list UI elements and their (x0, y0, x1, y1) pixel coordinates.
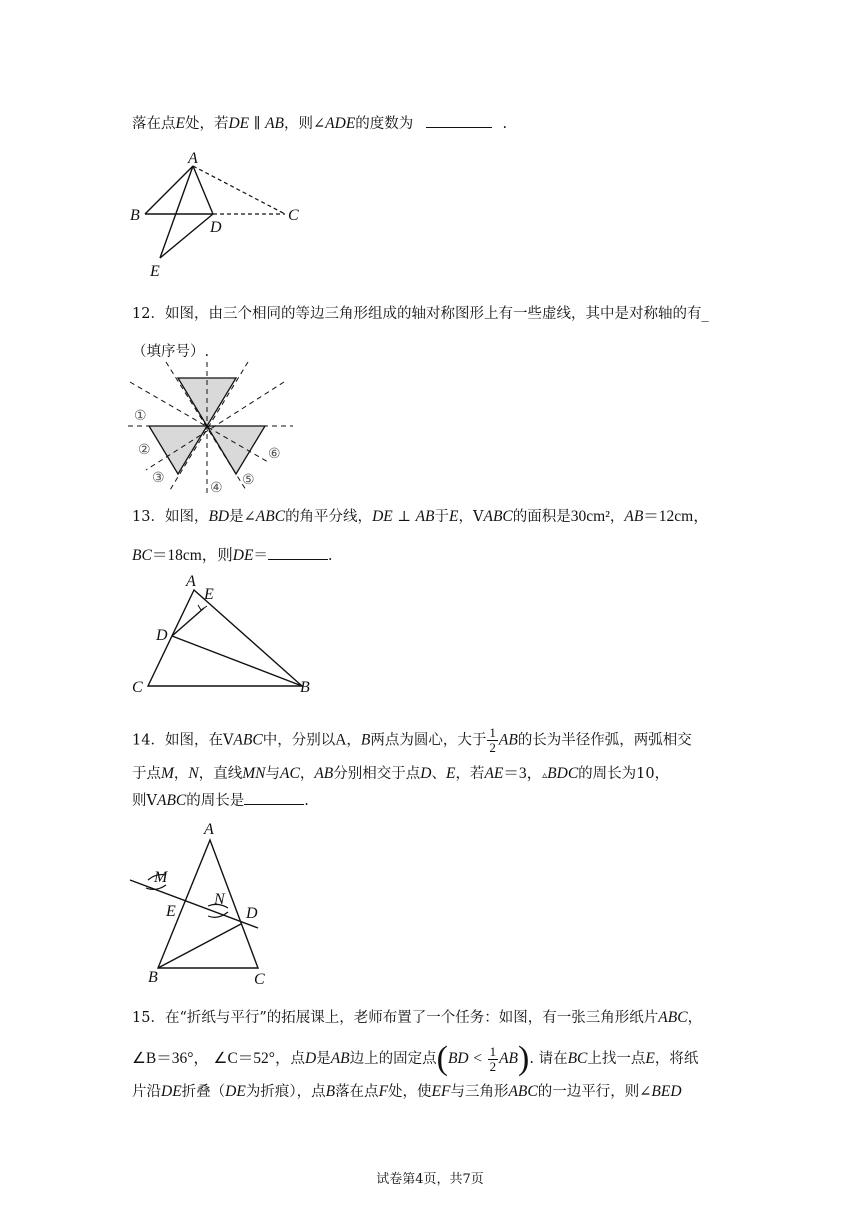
label-E: E (204, 586, 214, 603)
math: DE (232, 547, 254, 564)
text: 的度数为 (355, 116, 414, 132)
label-C: C (254, 971, 265, 988)
parallel-symbol: ∥ (253, 116, 261, 132)
math: E (175, 115, 185, 132)
math: ＝3， (503, 765, 543, 782)
q14-line2 (132, 764, 669, 786)
math: ABC (156, 792, 187, 809)
math: BDC (547, 765, 579, 782)
text: ， (346, 732, 361, 749)
text: 折叠（ (181, 1084, 226, 1100)
math: 30cm² (570, 508, 610, 525)
math: DE (372, 508, 393, 525)
text: . 请在 (529, 1051, 568, 1067)
text: ＝ (253, 548, 268, 564)
text: 是 (316, 1051, 331, 1067)
math: AB (498, 731, 518, 749)
paren-right: ) (518, 1040, 530, 1077)
text: 点 (290, 1051, 305, 1067)
label-N: N (214, 891, 225, 908)
text: 落在点 (132, 116, 176, 132)
text: 15．在“折纸与平行”的拓展课上，老师布置了一个任务：如图，有一张三角形纸片 (132, 1010, 659, 1026)
text: 于点 (132, 766, 161, 782)
math: BED (651, 1083, 682, 1100)
label-A: A (186, 573, 196, 590)
math: ＝18cm，则 (151, 547, 233, 564)
text: 的长为半径作弧，两弧相交 (517, 732, 692, 749)
math: ADE (325, 115, 356, 132)
math: ∠B＝36°， (132, 1050, 209, 1067)
text: ， (173, 766, 189, 782)
q13-line2 (132, 545, 333, 566)
text: ，若 (455, 766, 485, 782)
math: E (645, 1050, 655, 1067)
math: ABC (255, 508, 286, 525)
text: 分别相交于点 (333, 766, 421, 782)
paren-left: ( (436, 1040, 448, 1077)
q14-line3 (132, 790, 309, 811)
math: B (360, 731, 371, 749)
math: AB (330, 1050, 350, 1067)
mark-6: ⑥ (268, 447, 281, 462)
text: 是∠ (229, 509, 256, 525)
math: < (473, 1050, 482, 1067)
text: 中，分别以 (262, 732, 336, 749)
math: BC (567, 1050, 588, 1067)
q12-figure (128, 362, 298, 498)
q12-line1: 12．如图，由三个相同的等边三角形组成的轴对称图形上有一些虚线，其中是对称轴的有_ (132, 306, 709, 322)
math: BC (132, 547, 152, 564)
answer-blank (268, 545, 328, 560)
math: BD (208, 508, 230, 525)
text: 处，若 (184, 116, 229, 132)
denominator: 2 (489, 740, 496, 755)
q15-line2 (132, 1040, 699, 1077)
text: 的面积是 (512, 509, 571, 525)
math: AB (415, 508, 435, 525)
text: ，将纸 (654, 1051, 699, 1067)
text: 与三角形 (450, 1084, 509, 1100)
text: 落在点 (335, 1084, 379, 1100)
q13-line1 (132, 507, 709, 527)
label-D: D (210, 219, 222, 236)
text: ， (687, 1010, 703, 1026)
label-E: E (166, 903, 176, 920)
label-A: A (188, 150, 198, 167)
mark-1: ① (134, 409, 147, 424)
q15-line1 (132, 1008, 702, 1028)
text: ， (609, 509, 625, 525)
label-C: C (132, 679, 143, 696)
text: . (327, 548, 333, 564)
q11-figure (130, 148, 310, 283)
math: MN (242, 765, 266, 782)
q11-text-line (132, 113, 507, 134)
answer-blank (244, 790, 304, 805)
math: ABC (483, 508, 513, 525)
label-C: C (288, 207, 299, 224)
math: D (304, 1050, 317, 1067)
numerator: 1 (489, 725, 496, 740)
text: 、 (431, 766, 446, 782)
mark-2: ② (138, 443, 151, 458)
text: 于 (434, 509, 450, 525)
mark-4: ④ (210, 481, 223, 496)
label-B: B (300, 679, 310, 696)
text: 与 (265, 766, 281, 782)
text: 的一边平行，则∠ (537, 1084, 652, 1100)
math: AB (314, 765, 334, 782)
text: ， (299, 766, 315, 782)
text: 片沿 (132, 1084, 161, 1100)
label-D: D (246, 905, 258, 922)
numerator: 1 (489, 1043, 497, 1059)
math: N (188, 765, 199, 782)
text: 上找一点 (587, 1051, 646, 1067)
q14-line1 (132, 726, 692, 755)
math: D (420, 765, 432, 782)
label-B: B (148, 969, 158, 986)
text: 为折痕），点 (245, 1084, 326, 1100)
label-B: B (130, 207, 140, 224)
q13-figure (128, 572, 328, 697)
label-M: M (154, 869, 168, 886)
triangle-symbol: ▵ (542, 770, 548, 781)
math: M (161, 765, 174, 782)
text: 处，使 (388, 1084, 432, 1100)
math: ABC (233, 731, 263, 749)
page-footer: 试卷第4页，共7页 (376, 1172, 484, 1187)
math: AB (499, 1050, 519, 1067)
text: . (502, 116, 508, 132)
text: . (304, 793, 309, 809)
text: 两点为圆心，大于 (370, 732, 487, 749)
q14-figure (128, 818, 288, 988)
mark-3: ③ (152, 471, 165, 486)
fraction (487, 726, 498, 755)
math: DE (225, 1083, 246, 1100)
text: 的周长是 (186, 793, 245, 809)
text: 则V (132, 793, 157, 809)
math: E (449, 508, 459, 525)
math: EF (431, 1083, 451, 1100)
text: ，V (458, 509, 484, 525)
math: A (335, 731, 347, 749)
text: ，直线 (198, 766, 243, 782)
math: DE (161, 1083, 182, 1100)
label-D: D (156, 627, 168, 644)
math: BD (447, 1050, 469, 1067)
math: AE (484, 765, 504, 782)
text: 的周长为10， (578, 766, 670, 782)
text: ，则∠ (284, 116, 326, 132)
math: DE (228, 115, 250, 132)
math: B (325, 1083, 336, 1100)
math: ∠C＝52°， (213, 1050, 291, 1067)
denominator: 2 (489, 1058, 497, 1074)
mark-5: ⑤ (242, 473, 255, 488)
text: 14．如图，在V (132, 732, 234, 749)
label-E: E (150, 263, 160, 280)
math: AB (265, 115, 284, 132)
math: ABC (658, 1009, 688, 1026)
q15-line3 (132, 1082, 682, 1102)
label-A: A (204, 821, 214, 838)
math: E (445, 765, 456, 782)
fraction (488, 1045, 499, 1074)
math: AC (280, 765, 300, 782)
text: 边上的固定点 (349, 1051, 437, 1067)
math: ABC (508, 1083, 538, 1100)
math: AB (624, 508, 644, 525)
text: 的角平分线， (285, 509, 373, 525)
text: 13．如图， (132, 509, 209, 525)
q12-line2: （填序号）. (132, 344, 210, 360)
math: ＝12cm， (643, 508, 709, 525)
answer-blank (426, 113, 492, 128)
perp-symbol: ⊥ (397, 509, 411, 525)
math: F (378, 1083, 389, 1100)
